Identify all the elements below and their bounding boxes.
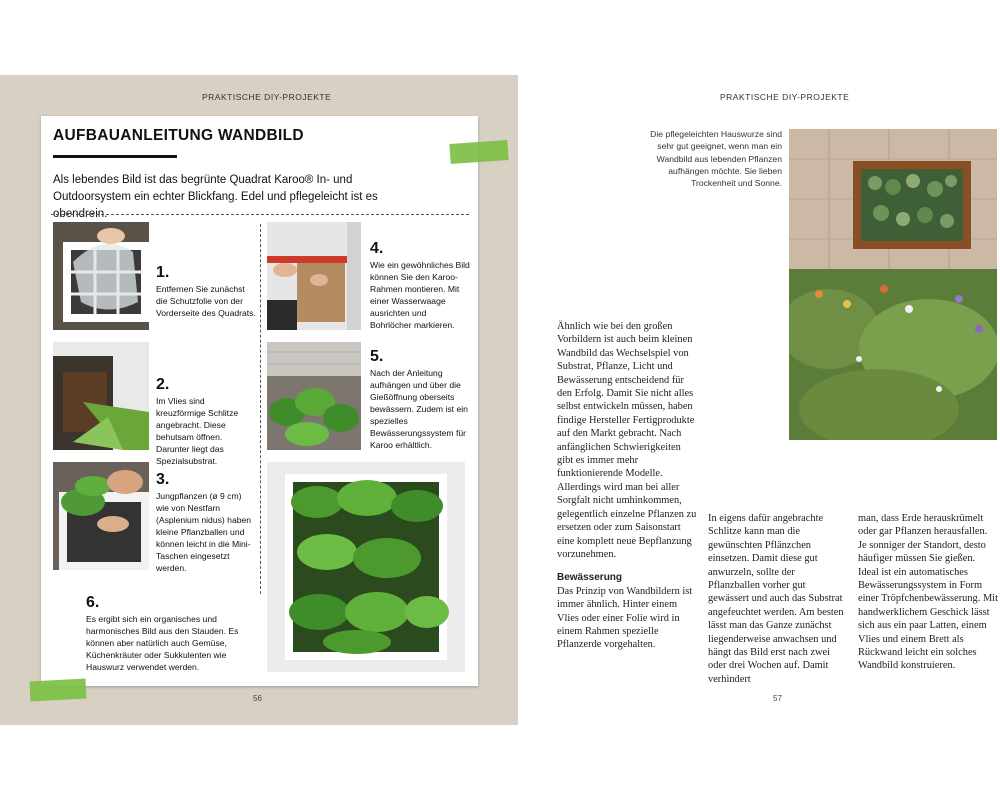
- body-column-1: [557, 320, 697, 652]
- body-column-2: In eigens dafür angebrachte Schlitze kann man die gewünschten Pflänzchen einsetzen. Damit diese gut anwurzeln, sollte der Pflanzballen vorher gut gewässert und auch das Substrat angefeuchtet werden. Am besten lässt man das Ganze zunächst liegenderweise anwachsen und hängt das Bild erst nach zwei oder drei Wochen auf. Damit verhindert: [708, 513, 844, 685]
- page-number-right: 57: [773, 694, 782, 703]
- dashed-divider: [51, 214, 469, 215]
- running-head-left: PRAKTISCHE DIY-PROJEKTE: [202, 92, 332, 102]
- step3-number: 3.: [156, 471, 170, 488]
- green-tape-top: [449, 140, 508, 164]
- step4-number: 4.: [370, 240, 384, 257]
- photo-caption: Die pflegeleichten Hauswurze sind sehr gut geeignet, wenn man ein Wandbild aus lebenden Pflanzen aufhängen möchte. Sie lieben Trockenheit und Sonne.: [650, 129, 782, 189]
- green-tape-bottom: [30, 679, 87, 702]
- body-column-3: man, dass Erde herauskrümelt oder gar Pflanzen herausfallen. Je sonniger der Standort, desto häufiger müssen Sie gießen. Ideal ist ein automatisches Bewässerungssystem in Form einer Tröpfchenbewässerung. Mit handwerklichem Geschick lässt sich aus ein paar Latten, einem Vlies und einem Brett als Rückwand leicht ein solches Wandbild konstruieren.: [858, 513, 998, 672]
- step2-photo: [53, 342, 149, 450]
- finished-wall-picture-photo: [267, 462, 465, 672]
- body-col1-paragraph: Ähnlich wie bei den großen Vorbildern ist auch beim kleinen Wandbild das Wechselspiel von Substrat, Pflanze, Licht und Bewässerung entscheidend für den Erfolg. Damit Sie nicht alles selbst entwickeln müssen, haben findige Hersteller Fertigprodukte auf den Markt gebracht. Nach anfänglichen Schwierigkeiten gibt es immer mehr funktionierende Modelle. Allerdings wird man bei aller Sorgfalt nicht umhinkommen, gelegentlich einzelne Pflanzen zu ersetzen oder zum Saisonstart eine komplett neue Bepflanzung vorzunehmen.: [557, 321, 697, 560]
- step3-photo: [53, 462, 149, 570]
- step1-number: 1.: [156, 264, 170, 281]
- step2-number: 2.: [156, 376, 170, 393]
- subheading-bewaesserung: Bewässerung: [557, 572, 623, 584]
- card-title: AUFBAUANLEITUNG WANDBILD: [53, 127, 304, 144]
- step4-text: Wie ein gewöhnliches Bild können Sie den Karoo-Rahmen montieren. Mit einer Wasserwaage ausrichten und Bohrlöcher markieren.: [370, 260, 470, 330]
- step1-text: Entfernen Sie zunächst die Schutzfolie von der Vorderseite des Quadrats.: [156, 284, 256, 318]
- step5-photo: [267, 342, 361, 450]
- body-col1-paragraph-2: Das Prinzip von Wandbildern ist immer ähnlich. Hinter einem Vlies oder einer Folie wird in einem Rahmen spezielle Pflanzerde vorgehalten.: [557, 585, 693, 651]
- step6-number: 6.: [86, 594, 100, 611]
- step3-text: Jungpflanzen (ø 9 cm) wie von Nestfarn (Asplenium nidus) haben kleine Pflanzballen und können leicht in die Mini-Taschen eingesetzt werden.: [156, 491, 252, 573]
- garden-wall-photo: [789, 129, 997, 440]
- instruction-card: [41, 116, 478, 686]
- dashed-column-divider: [260, 224, 261, 594]
- page-number-left: 56: [253, 694, 262, 703]
- step5-text: Nach der Anleitung aufhängen und über die Gießöffnung oberseits bewässern. Zudem ist ein spezielles Bewässerungssystem für Karoo erhältlich.: [370, 368, 468, 450]
- card-intro: Als lebendes Bild ist das begrünte Quadrat Karoo® In- und Outdoorsystem ein echter Blickfang. Edel und pflegeleicht ist es obendrein.: [53, 174, 378, 220]
- step4-photo: [267, 222, 361, 330]
- step5-number: 5.: [370, 348, 384, 365]
- running-head-right: PRAKTISCHE DIY-PROJEKTE: [720, 92, 850, 102]
- step6-text: Es ergibt sich ein organisches und harmonisches Bild aus den Stauden. Es können aber natürlich auch Gemüse, Küchenkräuter oder Sukkulenten wie Hauswurz verwendet werden.: [86, 614, 239, 672]
- step2-text: Im Vlies sind kreuzförmige Schlitze angebracht. Diese behutsam öffnen. Darunter liegt das Spezialsubstrat.: [156, 396, 239, 466]
- step1-photo: [53, 222, 149, 330]
- title-underline: [53, 155, 177, 158]
